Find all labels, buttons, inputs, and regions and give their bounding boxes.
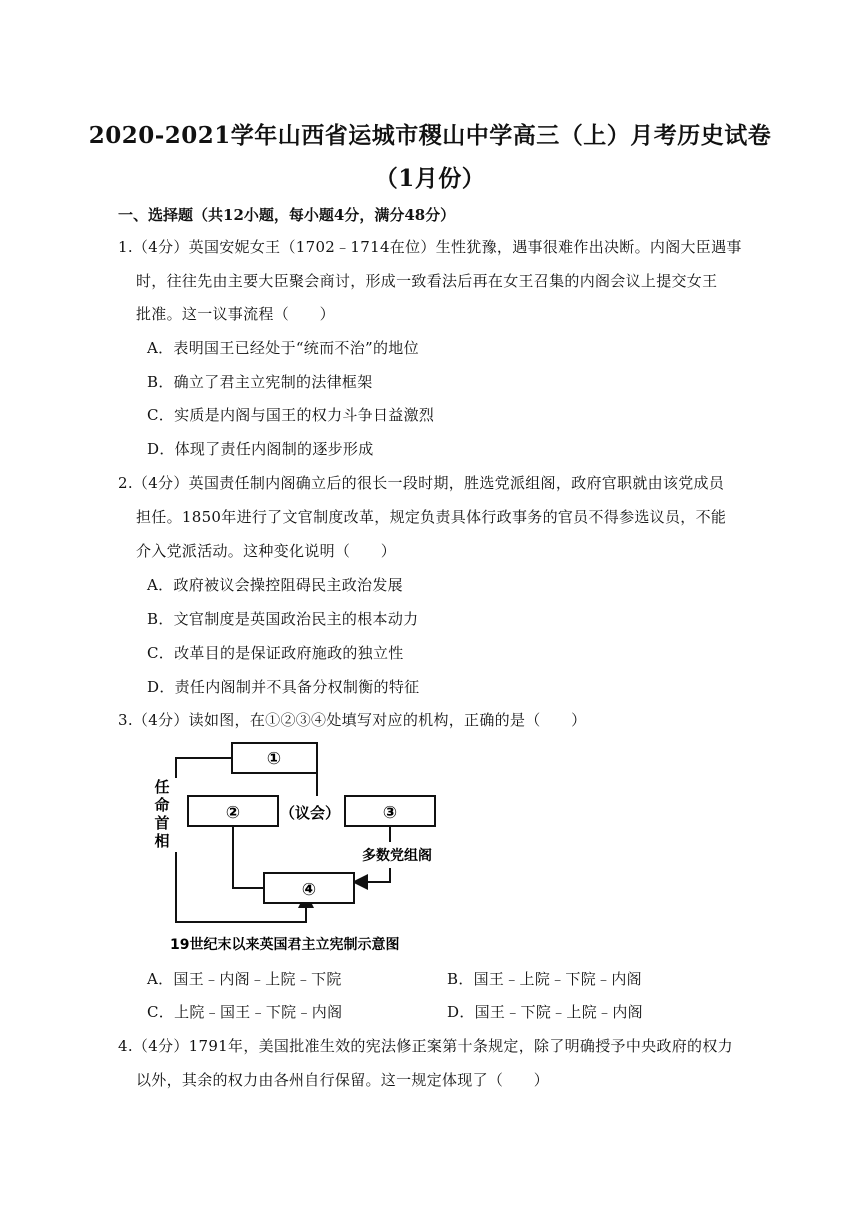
q1-option-c: C．实质是内阁与国王的权力斗争日益激烈: [147, 406, 435, 424]
q2-option-c: C．改革目的是保证政府施政的独立性: [147, 644, 404, 662]
q2-stem-line2: 担任。1850年进行了文官制度改革，规定负责具体行政事务的官员不得参选议员，不能: [136, 508, 727, 526]
q2-option-b: B．文官制度是英国政治民主的根本动力: [147, 610, 419, 628]
q3-option-d: D．国王﹣下院﹣上院﹣内阁: [447, 1003, 643, 1021]
diagram-side-label-2: 命: [154, 796, 170, 814]
diagram-side-label-1: 任: [154, 778, 170, 796]
q2-stem-line3: 介入党派活动。这种变化说明（ ）: [136, 542, 397, 560]
section-heading: 一、选择题（共12小题，每小题4分，满分48分）: [118, 206, 456, 224]
diagram-side-label-4: 相: [154, 832, 170, 850]
q2-stem-line1: 2.（4分）英国责任制内阁确立后的很长一段时期，胜选党派组阁，政府官职就由该党成员: [118, 474, 725, 492]
q3-option-a: A．国王﹣内阁﹣上院﹣下院: [147, 970, 342, 988]
document-title: 2020-2021学年山西省运城市稷山中学高三（上）月考历史试卷: [88, 122, 772, 149]
q1-stem-line1: 1.（4分）英国安妮女王（1702﹣1714在位）生性犹豫，遇事很难作出决断。内阁大臣遇事: [118, 238, 742, 256]
q3-option-b: B．国王﹣上院﹣下院﹣内阁: [447, 970, 642, 988]
q1-stem-line3: 批准。这一议事流程（ ）: [136, 305, 335, 323]
q4-stem-line2: 以外，其余的权力由各州自行保留。这一规定体现了（ ）: [136, 1071, 550, 1089]
q2-option-d: D．责任内阁制并不具备分权制衡的特征: [147, 678, 420, 696]
diagram-parliament-label: （议会）: [279, 804, 341, 822]
diagram-box-1-label: ①: [266, 749, 282, 769]
diagram-box-2-label: ②: [225, 803, 241, 823]
diagram-box-4-label: ④: [301, 880, 317, 900]
q3-stem: 3.（4分）读如图，在①②③④处填写对应的机构，正确的是（ ）: [118, 711, 587, 729]
diagram-majority-party-label: 多数党组阁: [362, 848, 432, 864]
q2-option-a: A．政府被议会操控阻碍民主政治发展: [147, 576, 403, 594]
q1-option-a: A．表明国王已经处于“统而不治”的地位: [147, 339, 419, 357]
constitutional-monarchy-diagram: [140, 730, 460, 962]
q1-option-b: B．确立了君主立宪制的法律框架: [147, 373, 373, 391]
diagram-caption: 19世纪末以来英国君主立宪制示意图: [170, 937, 400, 953]
diagram-side-label-3: 首: [154, 814, 170, 832]
q3-option-c: C．上院﹣国王﹣下院﹣内阁: [147, 1003, 343, 1021]
q4-stem-line1: 4.（4分）1791年，美国批准生效的宪法修正案第十条规定，除了明确授予中央政府的权力: [118, 1037, 733, 1055]
document-subtitle: （1月份）: [374, 165, 486, 192]
diagram-box-3-label: ③: [382, 803, 398, 823]
q1-stem-line2: 时，往往先由主要大臣聚会商讨，形成一致看法后再在女王召集的内阁会议上提交女王: [136, 272, 718, 290]
q1-option-d: D．体现了责任内阁制的逐步形成: [147, 440, 374, 458]
